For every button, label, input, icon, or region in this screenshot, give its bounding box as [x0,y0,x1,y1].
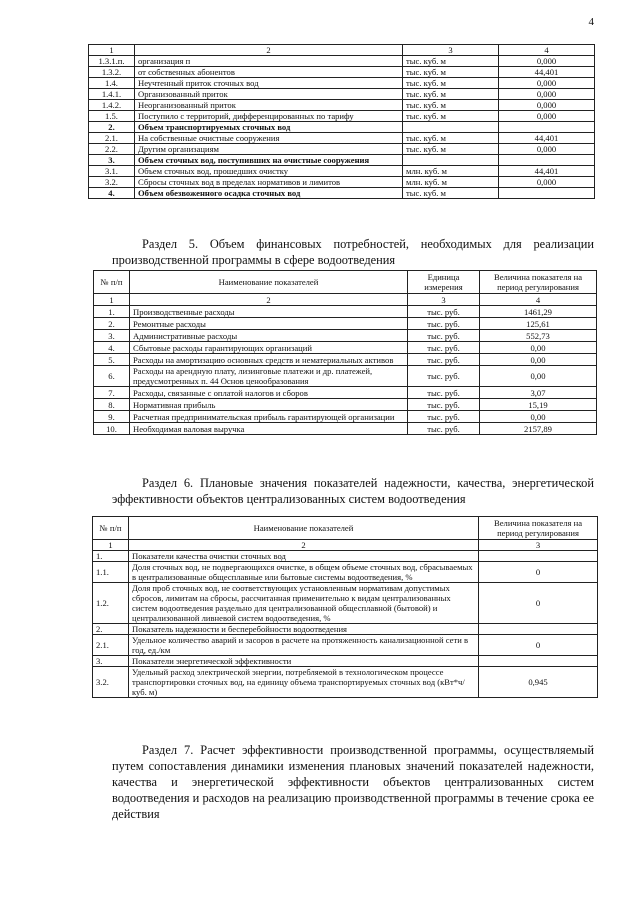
row-name: Объем обезвоженного осадка сточных вод [135,188,403,199]
table-row [94,366,597,387]
header-unit: Единица измерения [408,271,480,294]
row-number: 4. [89,188,135,199]
row-value: 0 [479,562,598,583]
row-number: 1.5. [89,111,135,122]
row-value: 0 [479,583,598,624]
column-number-row [94,294,597,306]
row-name: организация п [135,56,403,67]
row-unit: тыс. куб. м [403,188,499,199]
table-row [89,166,595,177]
row-unit: млн. куб. м [403,166,499,177]
section-7-title: Раздел 7. Расчет эффективности производственной программы, осуществляемый путем сопоставления динамики изменения плановых значений показателей надежности, качества и энергетической эффективности объектов централизованных систем водоотведения и расходов на реализацию производственной программы в течение срока ее действия [112,743,594,821]
row-value: 0,000 [499,100,595,111]
col-number: 1 [93,540,129,551]
row-unit: млн. куб. м [403,177,499,188]
row-number: 1.4.1. [89,89,135,100]
row-number: 3.2. [93,667,129,698]
table-row [94,318,597,330]
col-number: 2 [129,540,479,551]
col-number: 4 [499,45,595,56]
row-value: 0,000 [499,56,595,67]
row-value: 1461,29 [480,306,597,318]
row-unit: тыс. куб. м [403,67,499,78]
table-header-row [94,271,597,294]
row-number: 2.1. [89,133,135,144]
row-value [479,656,598,667]
col-number: 4 [480,294,597,306]
row-name: Поступило с территорий, дифференцированных по тарифу [135,111,403,122]
page-number: 4 [588,16,594,28]
row-number: 7. [94,387,130,399]
row-number: 3. [93,656,129,667]
table-row [89,188,595,199]
table-row [89,89,595,100]
header-num: № п/п [93,517,129,540]
row-name: Доля сточных вод, не подвергающихся очистке, в общем объеме сточных вод, сбрасываемых в централизованные общесплавные или бытовые системы водоотведения, % [129,562,479,583]
row-value: 2157,89 [480,423,597,435]
row-value [499,188,595,199]
row-name: Сбросы сточных вод в пределах нормативов и лимитов [135,177,403,188]
table-row [93,624,598,635]
row-value: 0,000 [499,144,595,155]
row-name: Нормативная прибыль [130,399,408,411]
table-row [89,78,595,89]
row-value [499,122,595,133]
row-number: 2.2. [89,144,135,155]
table-row [93,656,598,667]
row-unit: тыс. куб. м [403,111,499,122]
column-number-row [93,540,598,551]
row-number: 5. [94,354,130,366]
row-value: 15,19 [480,399,597,411]
row-name: Расчетная предпринимательская прибыль гарантирующей организации [130,411,408,423]
table-row [89,155,595,166]
col-number: 2 [130,294,408,306]
table-row [93,667,598,698]
row-value [479,624,598,635]
table-row [89,133,595,144]
row-unit: тыс. руб. [408,399,480,411]
col-number: 3 [408,294,480,306]
col-number: 3 [403,45,499,56]
reliability-indicators-table-body [93,517,598,698]
table-row [94,342,597,354]
row-value: 0,00 [480,366,597,387]
row-value: 0,000 [499,111,595,122]
row-unit: тыс. руб. [408,306,480,318]
table-header-row [93,517,598,540]
row-number: 1.4. [89,78,135,89]
col-number: 2 [135,45,403,56]
table-row [94,399,597,411]
row-name: Организованный приток [135,89,403,100]
row-unit: тыс. руб. [408,330,480,342]
row-unit: тыс. куб. м [403,78,499,89]
row-value: 125,61 [480,318,597,330]
table-row [94,306,597,318]
row-number: 3. [89,155,135,166]
col-number: 1 [94,294,130,306]
row-name: Показатель надежности и бесперебойности водоотведения [129,624,479,635]
table-row [94,354,597,366]
reliability-indicators-table [92,516,598,698]
row-number: 1.4.2. [89,100,135,111]
header-name: Наименование показателей [129,517,479,540]
table-header-row [89,45,595,56]
row-number: 10. [94,423,130,435]
table-row [89,111,595,122]
row-number: 2. [94,318,130,330]
row-name: Объем транспортируемых сточных вод [135,122,403,133]
header-num: № п/п [94,271,130,294]
water-volume-table [88,44,595,199]
table-row [94,387,597,399]
row-value [479,551,598,562]
row-number: 8. [94,399,130,411]
row-number: 6. [94,366,130,387]
row-number: 1.3.2. [89,67,135,78]
row-number: 2.1. [93,635,129,656]
row-unit: тыс. руб. [408,423,480,435]
row-unit: тыс. руб. [408,354,480,366]
row-name: Неорганизованный приток [135,100,403,111]
row-unit: тыс. куб. м [403,144,499,155]
table-row [89,122,595,133]
row-unit: тыс. куб. м [403,133,499,144]
row-name: Удельное количество аварий и засоров в расчете на протяженность канализационной сети в год, ед./км [129,635,479,656]
row-unit: тыс. руб. [408,318,480,330]
table-row [93,635,598,656]
row-value: 0,00 [480,354,597,366]
row-value: 44,401 [499,166,595,177]
row-value: 44,401 [499,133,595,144]
section-5-title: Раздел 5. Объем финансовых потребностей, необходимых для реализации производственной программы в сфере водоотведения [112,237,594,267]
row-name: Объем сточных вод, поступивших на очистные сооружения [135,155,403,166]
header-value: Величина показателя на период регулирования [479,517,598,540]
row-value: 0,000 [499,177,595,188]
table-row [93,562,598,583]
row-number: 1. [94,306,130,318]
row-value: 3,07 [480,387,597,399]
financial-needs-table-body [94,271,597,435]
table-row [89,177,595,188]
row-unit: тыс. руб. [408,411,480,423]
row-value: 0,945 [479,667,598,698]
header-name: Наименование показателей [130,271,408,294]
row-value: 0 [479,635,598,656]
row-name: Удельный расход электрической энергии, потребляемой в технологическом процессе транспортировки сточных вод, на единицу объема транспортируемых сточных вод (кВт*ч/ куб. м) [129,667,479,698]
row-unit: тыс. куб. м [403,56,499,67]
row-number: 1.1. [93,562,129,583]
col-number: 1 [89,45,135,56]
row-name: Ремонтные расходы [130,318,408,330]
section-6-title: Раздел 6. Плановые значения показателей надежности, качества, энергетической эффективности объектов централизованных систем водоотведения [112,476,594,506]
row-value: 0,000 [499,89,595,100]
header-value: Величина показателя на период регулирования [480,271,597,294]
table-row [89,56,595,67]
row-name: На собственные очистные сооружения [135,133,403,144]
row-number: 9. [94,411,130,423]
row-name: Административные расходы [130,330,408,342]
row-number: 1. [93,551,129,562]
table-row [89,100,595,111]
row-number: 3.2. [89,177,135,188]
row-name: Неучтенный приток сточных вод [135,78,403,89]
row-name: от собственных абонентов [135,67,403,78]
row-value: 0,00 [480,342,597,354]
row-name: Необходимая валовая выручка [130,423,408,435]
row-name: Объем сточных вод, прошедших очистку [135,166,403,177]
row-number: 3.1. [89,166,135,177]
financial-needs-table [93,270,597,435]
row-name: Доля проб сточных вод, не соответствующих установленным нормативам допустимых сбросов, лимитам на сбросы, рассчитанная применительно к видам централизованных систем водоотведения раздельно для централизованной общесплавной (бытовой) и централизованной ливневой систем водоотведения, % [129,583,479,624]
row-name: Сбытовые расходы гарантирующих организаций [130,342,408,354]
row-unit: тыс. руб. [408,387,480,399]
row-unit: тыс. куб. м [403,100,499,111]
row-name: Расходы, связанные с оплатой налогов и сборов [130,387,408,399]
row-unit [403,155,499,166]
row-unit: тыс. руб. [408,366,480,387]
row-unit: тыс. руб. [408,342,480,354]
row-name: Другим организациям [135,144,403,155]
row-unit: тыс. куб. м [403,89,499,100]
row-number: 2. [89,122,135,133]
row-number: 4. [94,342,130,354]
row-name: Расходы на амортизацию основных средств и нематериальных активов [130,354,408,366]
row-unit [403,122,499,133]
table-row [94,423,597,435]
row-number: 1.3.1.п. [89,56,135,67]
table-row [93,583,598,624]
row-number: 3. [94,330,130,342]
table-row [93,551,598,562]
table-row [89,144,595,155]
row-name: Расходы на арендную плату, лизинговые платежи и др. платежей, предусмотренных п. 44 Основ ценообразования [130,366,408,387]
row-number: 2. [93,624,129,635]
row-value: 552,73 [480,330,597,342]
table-row [94,330,597,342]
row-value [499,155,595,166]
row-name: Производственные расходы [130,306,408,318]
table-row [89,67,595,78]
row-number: 1.2. [93,583,129,624]
row-value: 0,00 [480,411,597,423]
row-value: 0,000 [499,78,595,89]
row-value: 44,401 [499,67,595,78]
table-row [94,411,597,423]
row-name: Показатели качества очистки сточных вод [129,551,479,562]
row-name: Показатели энергетической эффективности [129,656,479,667]
water-volume-table-body [89,45,595,199]
col-number: 3 [479,540,598,551]
